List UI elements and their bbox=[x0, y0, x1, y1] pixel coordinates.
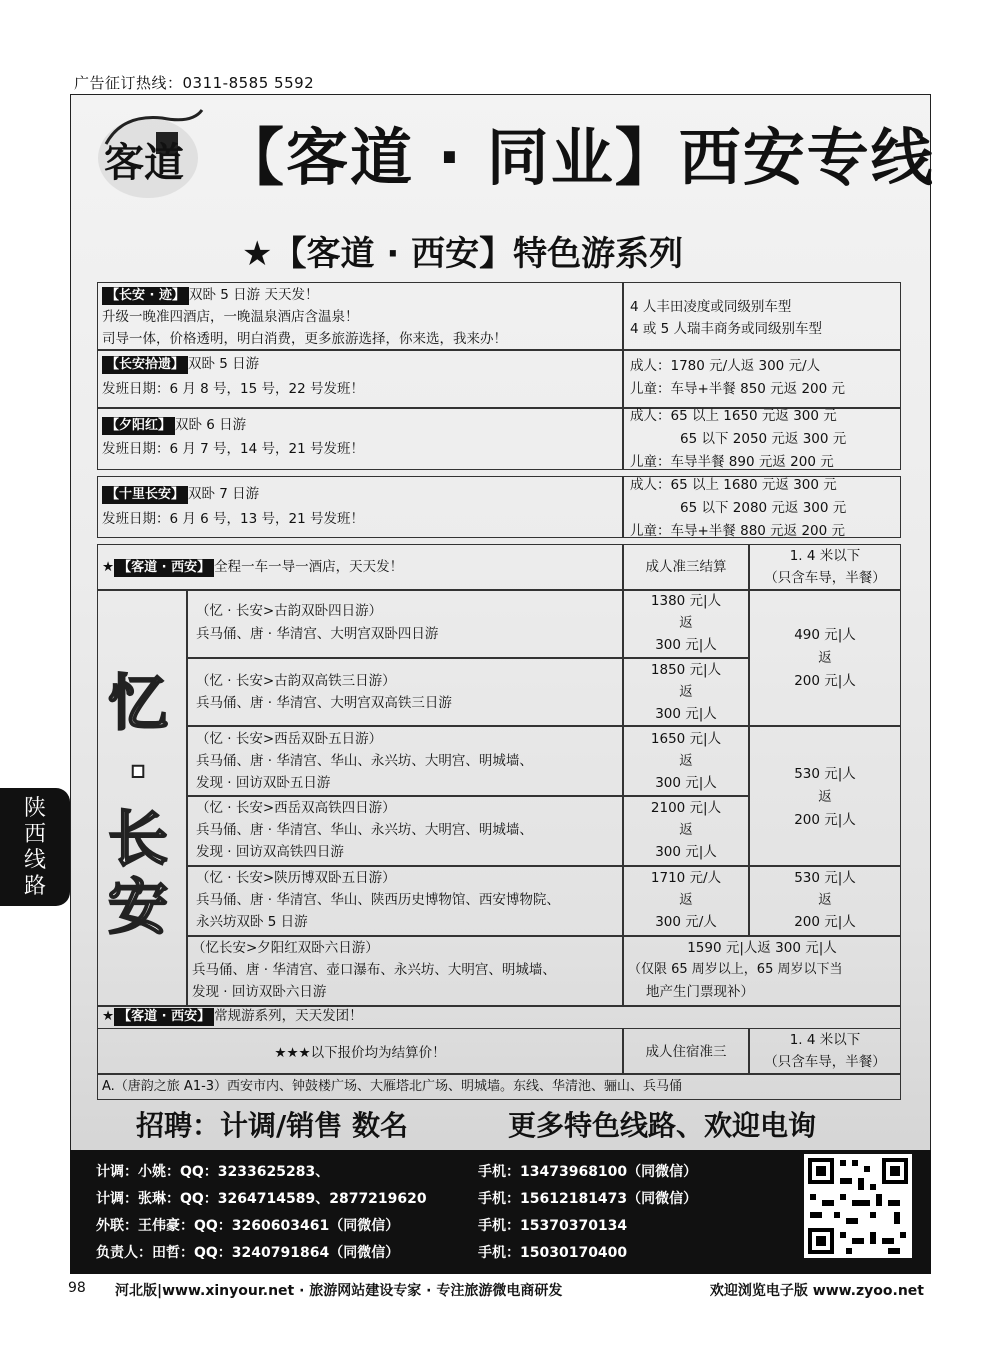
tour-price: 返 bbox=[679, 892, 693, 908]
vertical-char: 长 bbox=[108, 805, 168, 875]
tour-name: （忆 · 长安>古韵双卧四日游） bbox=[196, 603, 383, 619]
tour-desc: 兵马俑、唐 · 华清宫、大明宫双高铁三日游 bbox=[196, 695, 452, 711]
star-icon: ★ bbox=[102, 559, 115, 575]
vertical-char: 安 bbox=[108, 873, 168, 943]
side-tab-char: 西 bbox=[23, 822, 46, 847]
route-1-line2: 升级一晚准四酒店，一晚温泉酒店含温泉！ bbox=[102, 309, 359, 325]
section2-text: 全程一车一导一酒店，天天发！ bbox=[214, 559, 404, 575]
vehicle-2: 4 或 5 人瑞丰商务或同级别车型 bbox=[630, 321, 823, 337]
tour-price: 1650 元|人 bbox=[650, 731, 722, 747]
star-icon: ★ bbox=[102, 1008, 115, 1024]
tour-desc: 兵马俑、唐 · 华清宫、华山、永兴坊、大明宫、明城墙、 bbox=[196, 822, 533, 838]
tour-desc: 兵马俑、唐 · 华清宫、壶口瀑布、永兴坊、大明宫、明城墙、 bbox=[192, 962, 556, 978]
tour-name: （忆 · 长安>古韵双高铁三日游） bbox=[196, 673, 396, 689]
tour6-note: 地产生门票现补） bbox=[646, 984, 754, 1000]
tour-price: 返 bbox=[679, 615, 693, 631]
route-4-price-3: 儿童：车导+半餐 880 元返 200 元 bbox=[630, 523, 846, 539]
child-label-b: （只含车导，半餐） bbox=[764, 570, 886, 586]
tour-desc: 发现 · 回访双卧六日游 bbox=[192, 984, 327, 1000]
contact-right: 手机：15030170400 bbox=[478, 1245, 628, 1261]
tour-desc: 兵马俑、唐 · 华清宫、大明宫双卧四日游 bbox=[196, 626, 439, 642]
route-4-title bbox=[102, 483, 259, 506]
route-1-tag: 【长安 · 迹】 bbox=[102, 287, 189, 305]
qr-code bbox=[804, 1154, 912, 1258]
route-3-duration: 双卧 6 日游 bbox=[175, 417, 247, 433]
child-price: 返 bbox=[818, 789, 832, 805]
route-3-tag: 【夕阳红】 bbox=[102, 417, 175, 435]
tour6-price: 1590 元|人返 300 元|人 bbox=[687, 940, 837, 956]
route-4-dates: 发班日期：6 月 6 号，13 号，21 号发班！ bbox=[102, 511, 364, 527]
sub-title: ★【客道 · 西安】特色游系列 bbox=[242, 234, 684, 274]
section3-tag: 【客道 · 西安】 bbox=[114, 1008, 214, 1026]
tour-price: 300 元|人 bbox=[655, 706, 717, 722]
route-2-title bbox=[102, 353, 259, 376]
tour-price: 300 元/人 bbox=[655, 914, 717, 930]
vehicle-1: 4 人丰田凌度或同级别车型 bbox=[630, 299, 792, 315]
route-2-adult-price: 成人：1780 元/人返 300 元/人 bbox=[630, 358, 821, 374]
tour-desc: 发现 · 回访双卧五日游 bbox=[196, 775, 331, 791]
section3-title bbox=[102, 1005, 363, 1028]
tour-price: 返 bbox=[679, 684, 693, 700]
route-2-dates: 发班日期：6 月 8 号，15 号，22 号发班！ bbox=[102, 381, 364, 397]
child-price: 200 元|人 bbox=[794, 914, 856, 930]
section2-title bbox=[102, 556, 403, 579]
contact-left: 计调：张琳：QQ：3264714589、2877219620 bbox=[96, 1191, 427, 1207]
route-4-price-2: 65 以下 2080 元返 300 元 bbox=[680, 500, 847, 516]
ad-hotline: 广告征订热线：0311-8585 5592 bbox=[74, 74, 315, 92]
route-4-duration: 双卧 7 日游 bbox=[188, 486, 260, 502]
tour-desc: 兵马俑、唐 · 华清宫、华山、陕西历史博物馆、西安博物院、 bbox=[196, 892, 560, 908]
route-2-duration: 双卧 5 日游 bbox=[188, 356, 260, 372]
vertical-char: 忆 bbox=[108, 669, 168, 739]
side-tab-shaanxi-routes bbox=[0, 788, 70, 906]
contact-right: 手机：13473968100（同微信） bbox=[478, 1164, 698, 1180]
tour-price: 300 元|人 bbox=[655, 844, 717, 860]
route-3-price-3: 儿童：车导半餐 890 元返 200 元 bbox=[630, 454, 834, 470]
recruit-text: 招聘：计调/销售 数名 bbox=[136, 1109, 408, 1142]
side-tab-char: 路 bbox=[23, 874, 46, 899]
contact-right: 手机：15370370134 bbox=[478, 1218, 628, 1234]
tour-price: 1850 元|人 bbox=[650, 662, 722, 678]
contact-left: 外联：王伟豪：QQ：3260603461（同微信） bbox=[96, 1218, 400, 1234]
tour-price: 1380 元|人 bbox=[650, 593, 722, 609]
kedao-logo bbox=[92, 104, 210, 204]
side-tab-char: 陕 bbox=[23, 796, 46, 821]
tour-name: （忆 · 长安>西岳双卧五日游） bbox=[196, 731, 383, 747]
price-note: ★★★以下报价均为结算价！ bbox=[274, 1045, 446, 1061]
child-price: 返 bbox=[818, 892, 832, 908]
child-label-a: 1. 4 米以下 bbox=[789, 1032, 861, 1048]
adult-settle-label: 成人准三结算 bbox=[645, 559, 727, 575]
route-2-tag: 【长安拾遗】 bbox=[102, 356, 188, 374]
child-price: 200 元|人 bbox=[794, 673, 856, 689]
child-price: 200 元|人 bbox=[794, 812, 856, 828]
vertical-title bbox=[102, 670, 174, 942]
route-4-tag: 【十里长安】 bbox=[102, 486, 188, 504]
contact-right: 手机：15612181473（同微信） bbox=[478, 1191, 698, 1207]
child-price: 490 元|人 bbox=[794, 627, 856, 643]
tour-name: （忆 · 长安>陕历博双卧五日游） bbox=[196, 870, 396, 886]
contact-left: 计调：小姚：QQ：3233625283、 bbox=[96, 1164, 330, 1180]
tour-price: 1710 元/人 bbox=[650, 870, 722, 886]
side-tab-char: 线 bbox=[23, 848, 46, 873]
tour-price: 返 bbox=[679, 753, 693, 769]
main-title: 【客道 · 同业】西安专线 bbox=[222, 121, 935, 194]
tour-name: （忆长安>夕阳红双卧六日游） bbox=[192, 940, 379, 956]
route-1-duration: 双卧 5 日游 天天发！ bbox=[189, 287, 319, 303]
tour-price: 300 元|人 bbox=[655, 775, 717, 791]
child-price: 530 元|人 bbox=[794, 766, 856, 782]
footer-site: 欢迎浏览电子版 www.zyoo.net bbox=[709, 1283, 924, 1299]
route-a: A.（唐韵之旅 A1-3）西安市内、钟鼓楼广场、大雁塔北广场、明城墙。东线、华清池、骊山、兵马俑 bbox=[102, 1079, 683, 1094]
vertical-char: · bbox=[126, 737, 150, 807]
route-4-price-1: 成人：65 以上 1680 元返 300 元 bbox=[630, 477, 837, 493]
route-3-price-2: 65 以下 2050 元返 300 元 bbox=[680, 431, 847, 447]
tour-name: （忆 · 长安>西岳双高铁四日游） bbox=[196, 800, 396, 816]
contact-left: 负责人：田哲：QQ：3240791864（同微信） bbox=[96, 1245, 400, 1261]
tour-desc: 永兴坊双卧 5 日游 bbox=[196, 914, 308, 930]
logo-text: 客道 bbox=[104, 139, 184, 186]
child-price: 530 元|人 bbox=[794, 870, 856, 886]
route-1-line3: 司导一体，价格透明，明白消费，更多旅游选择，你来选，我来办！ bbox=[102, 331, 507, 347]
child-price: 返 bbox=[818, 650, 832, 666]
route-1-title bbox=[102, 284, 318, 307]
tour-price: 2100 元|人 bbox=[650, 800, 722, 816]
tour-desc: 兵马俑、唐 · 华清宫、华山、永兴坊、大明宫、明城墙、 bbox=[196, 753, 533, 769]
route-3-dates: 发班日期：6 月 7 号，14 号，21 号发班！ bbox=[102, 441, 364, 457]
section3-text: 常规游系列，天天发团！ bbox=[214, 1008, 363, 1024]
route-2-child-price: 儿童：车导+半餐 850 元返 200 元 bbox=[630, 381, 846, 397]
adult-settle-label: 成人住宿准三 bbox=[645, 1044, 727, 1060]
inquiry-text: 更多特色线路、欢迎电询 bbox=[508, 1109, 817, 1142]
route-3-title bbox=[102, 414, 246, 437]
tour-price: 返 bbox=[679, 822, 693, 838]
child-label-b: （只含车导，半餐） bbox=[764, 1054, 886, 1070]
route-3-price-1: 成人：65 以上 1650 元返 300 元 bbox=[630, 408, 837, 424]
page-number: 98 bbox=[68, 1280, 86, 1296]
tour-desc: 发现 · 回访双高铁四日游 bbox=[196, 844, 344, 860]
section2-tag: 【客道 · 西安】 bbox=[114, 559, 214, 577]
child-label-a: 1. 4 米以下 bbox=[789, 548, 861, 564]
footer-edition: 河北版|www.xinyour.net · 旅游网站建设专家 · 专注旅游微电商研发 bbox=[115, 1283, 563, 1299]
tour6-note: （仅限 65 周岁以上，65 周岁以下当 bbox=[628, 962, 843, 977]
tour-price: 300 元|人 bbox=[655, 637, 717, 653]
